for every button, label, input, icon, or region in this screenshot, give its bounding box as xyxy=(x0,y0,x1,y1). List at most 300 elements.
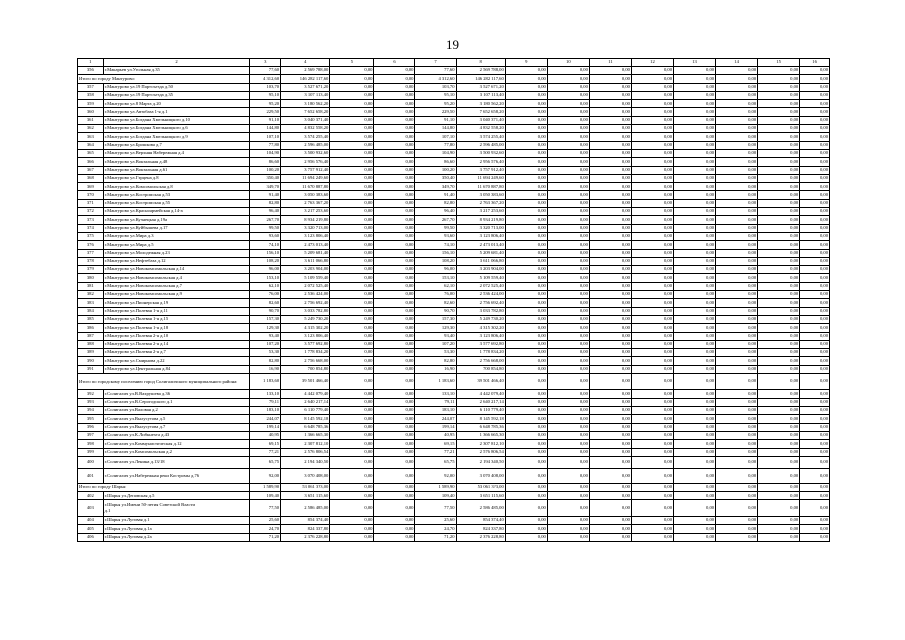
table-row xyxy=(78,241,830,249)
table-cell: 0,00 xyxy=(758,398,800,406)
table-cell: 0,00 xyxy=(674,468,716,483)
row-number: 374 xyxy=(78,224,104,232)
table-cell: 2 756 668,00 xyxy=(456,357,505,365)
row-address: г.Солигалич ул.Ленина д.13/18 xyxy=(103,456,250,468)
table-cell: 0,00 xyxy=(674,365,716,373)
table-cell: 0,00 xyxy=(716,116,758,124)
table-cell: 0,00 xyxy=(547,340,589,348)
table-cell: 0,00 xyxy=(547,516,589,524)
table-cell: 4 315 302,20 xyxy=(456,324,505,332)
row-address: г.Мантурово ул.Автобаза 1-я д.1 xyxy=(103,108,250,116)
table-cell: 2 473 013,40 xyxy=(456,241,505,249)
table-cell: 0,00 xyxy=(631,431,673,439)
table-cell: 0,00 xyxy=(716,340,758,348)
table-cell: 0,00 xyxy=(631,282,673,290)
table-cell: 93,60 xyxy=(415,232,456,240)
table-cell: 2 596 485,00 xyxy=(456,141,505,149)
table-cell: 0,00 xyxy=(547,149,589,157)
table-cell: 0,00 xyxy=(330,332,374,340)
table-row xyxy=(78,516,830,524)
row-address: г.Мантурово ул.Мира д.3 xyxy=(103,232,250,240)
table-cell: 0,00 xyxy=(631,398,673,406)
table-cell: 0,00 xyxy=(547,282,589,290)
table-cell: 2 756 692,40 xyxy=(456,299,505,307)
table-cell: 0,00 xyxy=(505,407,547,415)
table-cell: 82,80 xyxy=(415,199,456,207)
table-cell: 0,00 xyxy=(505,448,547,456)
table-cell: 103,70 xyxy=(250,83,281,91)
row-number: 360 xyxy=(78,108,104,116)
table-row xyxy=(78,199,830,207)
table-cell: 0,00 xyxy=(330,232,374,240)
table-cell: 0,00 xyxy=(631,307,673,315)
row-address: г.Макарьев ул.Угольная д.35 xyxy=(103,67,250,75)
table-cell: 0,00 xyxy=(674,492,716,500)
table-cell: 0,00 xyxy=(800,307,830,315)
table-cell: 0,00 xyxy=(758,241,800,249)
table-row xyxy=(78,468,830,483)
table-cell: 3 070 408,00 xyxy=(281,468,330,483)
table-cell: 0,00 xyxy=(800,282,830,290)
row-address: г.Мантурово ул.Костромская д.53 xyxy=(103,191,250,199)
table-cell: 3 611 066,80 xyxy=(281,257,330,265)
table-cell: 0,00 xyxy=(374,516,415,524)
table-cell: 0,00 xyxy=(800,431,830,439)
table-cell: 0,00 xyxy=(674,390,716,398)
table-cell: 0,00 xyxy=(374,91,415,99)
table-cell: 0,00 xyxy=(758,282,800,290)
table-cell: 0,00 xyxy=(330,91,374,99)
table-cell: 0,00 xyxy=(589,208,631,216)
row-number: 402 xyxy=(78,492,104,500)
table-cell: 0,00 xyxy=(330,75,374,83)
table-cell: 0,00 xyxy=(716,274,758,282)
table-cell: 0,00 xyxy=(631,249,673,257)
table-cell: 2 307 812,10 xyxy=(456,440,505,448)
table-cell: 0,00 xyxy=(547,83,589,91)
table-cell: 53,30 xyxy=(250,349,281,357)
row-address: г.Мантурово ул.Новокомсомольская д.9 xyxy=(103,291,250,299)
table-cell: 0,00 xyxy=(330,324,374,332)
table-cell: 0,00 xyxy=(547,299,589,307)
table-cell: 0,00 xyxy=(374,324,415,332)
table-cell: 108,20 xyxy=(415,257,456,265)
table-cell: 0,00 xyxy=(547,373,589,390)
row-address: г.Мантурово ул.Нефтебаза д.12 xyxy=(103,257,250,265)
table-cell: 62,10 xyxy=(250,282,281,290)
table-cell: 0,00 xyxy=(631,440,673,448)
table-cell: 0,00 xyxy=(674,307,716,315)
row-address: г.Мантурово ул.Пионерская д.19 xyxy=(103,299,250,307)
table-cell: 0,00 xyxy=(758,174,800,182)
row-number: 392 xyxy=(78,390,104,398)
table-cell: 0,00 xyxy=(800,525,830,533)
table-cell: 0,00 xyxy=(716,216,758,224)
table-cell: 0,00 xyxy=(589,257,631,265)
table-cell: 0,00 xyxy=(674,373,716,390)
row-number: 382 xyxy=(78,291,104,299)
table-cell: 0,00 xyxy=(589,174,631,182)
table-cell: 0,00 xyxy=(374,291,415,299)
table-cell: 0,00 xyxy=(631,100,673,108)
table-cell: 0,00 xyxy=(674,216,716,224)
table-row xyxy=(78,108,830,116)
row-number: 368 xyxy=(78,174,104,182)
table-cell: 0,00 xyxy=(374,174,415,182)
table-cell: 0,00 xyxy=(800,315,830,323)
table-cell: 0,00 xyxy=(631,332,673,340)
table-cell: 3 123 806,40 xyxy=(281,232,330,240)
table-cell: 0,00 xyxy=(547,249,589,257)
table-cell: 146 282 117,60 xyxy=(456,75,505,83)
table-cell: 824 337,80 xyxy=(281,525,330,533)
table-cell: 0,00 xyxy=(589,373,631,390)
table-cell: 0,00 xyxy=(674,174,716,182)
table-cell: 0,00 xyxy=(674,257,716,265)
table-cell: 0,00 xyxy=(374,216,415,224)
table-cell: 0,00 xyxy=(758,307,800,315)
table-cell: 0,00 xyxy=(374,133,415,141)
table-cell: 2 756 668,00 xyxy=(281,357,330,365)
table-cell: 2 640 217,14 xyxy=(456,398,505,406)
table-cell: 0,00 xyxy=(716,390,758,398)
table-cell: 69,15 xyxy=(250,440,281,448)
table-row xyxy=(78,282,830,290)
table-cell: 0,00 xyxy=(716,440,758,448)
table-row xyxy=(78,456,830,468)
table-cell: 0,00 xyxy=(330,299,374,307)
table-cell: 92,00 xyxy=(250,468,281,483)
table-cell: 0,00 xyxy=(674,516,716,524)
row-number: 384 xyxy=(78,307,104,315)
table-cell: 0,00 xyxy=(716,149,758,157)
table-cell: 0,00 xyxy=(716,199,758,207)
table-cell: 40,95 xyxy=(415,431,456,439)
table-cell: 0,00 xyxy=(716,75,758,83)
table-cell: 0,00 xyxy=(374,315,415,323)
table-cell: 229,50 xyxy=(250,108,281,116)
table-cell: 0,00 xyxy=(505,274,547,282)
table-cell: 0,00 xyxy=(716,468,758,483)
table-cell: 0,00 xyxy=(330,158,374,166)
table-cell: 0,00 xyxy=(631,274,673,282)
table-cell: 109,40 xyxy=(250,492,281,500)
row-number: 405 xyxy=(78,525,104,533)
table-cell: 0,00 xyxy=(631,456,673,468)
table-cell: 0,00 xyxy=(589,67,631,75)
table-cell: 0,00 xyxy=(589,324,631,332)
table-cell: 0,00 xyxy=(716,448,758,456)
table-cell: 0,00 xyxy=(716,398,758,406)
table-cell: 0,00 xyxy=(505,208,547,216)
table-cell: 0,00 xyxy=(589,315,631,323)
table-row xyxy=(78,100,830,108)
table-cell: 3 217 253,60 xyxy=(281,208,330,216)
row-number: 399 xyxy=(78,448,104,456)
table-cell: 0,00 xyxy=(674,282,716,290)
table-row xyxy=(78,357,830,365)
table-cell: 91,40 xyxy=(250,191,281,199)
table-cell: 0,00 xyxy=(674,224,716,232)
table-cell: 0,00 xyxy=(505,116,547,124)
table-cell: 0,00 xyxy=(374,108,415,116)
table-cell: 0,00 xyxy=(800,398,830,406)
table-cell: 76,00 xyxy=(250,291,281,299)
table-cell: 129,30 xyxy=(250,324,281,332)
table-cell: 0,00 xyxy=(330,340,374,348)
column-header: 3 xyxy=(250,59,281,67)
table-cell: 129,30 xyxy=(415,324,456,332)
table-cell: 0,00 xyxy=(505,266,547,274)
row-number: 404 xyxy=(78,516,104,524)
table-cell: 0,00 xyxy=(674,533,716,541)
row-address: г.Мантурово ул.Мира д.5 xyxy=(103,241,250,249)
table-cell: 0,00 xyxy=(589,91,631,99)
table-cell: 0,00 xyxy=(716,266,758,274)
table-cell: 3 527 671,20 xyxy=(456,83,505,91)
table-cell: 0,00 xyxy=(800,448,830,456)
table-cell: 0,00 xyxy=(800,232,830,240)
table-cell: 0,00 xyxy=(374,183,415,191)
table-cell: 95,10 xyxy=(250,91,281,99)
table-cell: 0,00 xyxy=(674,91,716,99)
table-cell: 0,00 xyxy=(374,492,415,500)
table-cell: 0,00 xyxy=(374,67,415,75)
table-cell: 0,00 xyxy=(674,241,716,249)
table-cell: 0,00 xyxy=(631,423,673,431)
table-cell: 4 312,60 xyxy=(250,75,281,83)
table-cell: 3 107 113,40 xyxy=(456,91,505,99)
table-cell: 0,00 xyxy=(589,191,631,199)
table-cell: 0,00 xyxy=(547,174,589,182)
table-cell: 0,00 xyxy=(800,373,830,390)
table-cell: 0,00 xyxy=(631,241,673,249)
table-cell: 0,00 xyxy=(716,492,758,500)
row-number: 400 xyxy=(78,456,104,468)
table-cell: 133,10 xyxy=(250,390,281,398)
table-cell: 156,10 xyxy=(415,249,456,257)
row-number: 394 xyxy=(78,407,104,415)
row-number: 388 xyxy=(78,340,104,348)
table-cell: 350,40 xyxy=(250,174,281,182)
table-cell: 0,00 xyxy=(758,440,800,448)
table-cell: 0,00 xyxy=(631,448,673,456)
table-cell: 8 934 219,80 xyxy=(281,216,330,224)
table-cell: 107,20 xyxy=(250,340,281,348)
table-cell: 0,00 xyxy=(505,525,547,533)
table-cell: 0,00 xyxy=(505,492,547,500)
table-cell: 0,00 xyxy=(330,199,374,207)
table-cell: 0,00 xyxy=(374,199,415,207)
table-cell: 53 061 3?3,00 xyxy=(281,483,330,491)
table-cell: 0,00 xyxy=(505,224,547,232)
row-number: 366 xyxy=(78,158,104,166)
table-cell: 0,00 xyxy=(758,340,800,348)
table-cell: 0,00 xyxy=(374,232,415,240)
table-cell: 0,00 xyxy=(716,373,758,390)
table-cell: 2 536 424,00 xyxy=(281,291,330,299)
table-cell: 77,80 xyxy=(250,141,281,149)
table-cell: 0,00 xyxy=(547,365,589,373)
table-cell: 0,00 xyxy=(374,431,415,439)
row-address: г.Солигалич ул.Коммунистическая д.12 xyxy=(103,440,250,448)
column-header: 13 xyxy=(674,59,716,67)
table-cell: 5 109 559,40 xyxy=(456,274,505,282)
table-cell: 0,00 xyxy=(547,257,589,265)
table-cell: 0,00 xyxy=(631,141,673,149)
table-cell: 8 934 219,80 xyxy=(456,216,505,224)
table-cell: 77,80 xyxy=(415,141,456,149)
table-cell: 0,00 xyxy=(631,525,673,533)
table-cell: 0,00 xyxy=(758,208,800,216)
table-row xyxy=(78,141,830,149)
table-cell: 0,00 xyxy=(547,141,589,149)
table-cell: 0,00 xyxy=(800,533,830,541)
table-cell: 74,10 xyxy=(250,241,281,249)
table-cell: 0,00 xyxy=(631,492,673,500)
table-cell: 3 611 066,80 xyxy=(456,257,505,265)
row-address: г.Мантурово ул.Новокомсомольская д.14 xyxy=(103,266,250,274)
table-cell: 0,00 xyxy=(505,67,547,75)
row-number: 387 xyxy=(78,332,104,340)
table-cell: 3 577 692,80 xyxy=(456,340,505,348)
table-cell: 267,70 xyxy=(250,216,281,224)
table-cell: 0,00 xyxy=(800,516,830,524)
table-cell: 0,00 xyxy=(716,241,758,249)
table-cell: 0,00 xyxy=(800,324,830,332)
row-address: г.Мантурово ул.Центральная д.84 xyxy=(103,365,250,373)
table-cell: 0,00 xyxy=(800,133,830,141)
table-cell: 2 596 485,00 xyxy=(281,141,330,149)
table-cell: 0,00 xyxy=(505,516,547,524)
table-cell: 0,00 xyxy=(374,440,415,448)
table-cell: 0,00 xyxy=(589,365,631,373)
table-cell: 0,00 xyxy=(800,340,830,348)
table-cell: 0,00 xyxy=(330,282,374,290)
table-cell: 0,00 xyxy=(674,199,716,207)
table-cell: 0,00 xyxy=(800,108,830,116)
table-cell: 0,00 xyxy=(330,456,374,468)
table-cell: 0,00 xyxy=(758,166,800,174)
table-cell: 0,00 xyxy=(330,116,374,124)
table-cell: 0,00 xyxy=(374,365,415,373)
table-row xyxy=(78,349,830,357)
table-row xyxy=(78,431,830,439)
table-cell: 65,75 xyxy=(250,456,281,468)
table-cell: 0,00 xyxy=(716,67,758,75)
address-line: г.Шарья ул.Имени 50-летия Советской Власти xyxy=(104,502,195,508)
table-cell: 0,00 xyxy=(330,365,374,373)
table-cell: 0,00 xyxy=(547,232,589,240)
table-cell: 0,00 xyxy=(716,125,758,133)
table-cell: 0,00 xyxy=(716,307,758,315)
table-cell: 0,00 xyxy=(374,448,415,456)
table-cell: 0,00 xyxy=(547,108,589,116)
row-address: г.Мантурово ул.Комсомольская д.8 xyxy=(103,183,250,191)
table-cell: 0,00 xyxy=(716,516,758,524)
table-cell: 0,00 xyxy=(330,390,374,398)
table-cell: 0,00 xyxy=(505,349,547,357)
table-cell: 1 589,90 xyxy=(415,483,456,491)
table-cell: 93,40 xyxy=(415,332,456,340)
table-cell: 0,00 xyxy=(800,208,830,216)
table-cell: 0,00 xyxy=(330,415,374,423)
table-cell: 0,00 xyxy=(330,525,374,533)
table-cell: 0,00 xyxy=(330,533,374,541)
table-cell: 107,10 xyxy=(415,133,456,141)
table-cell: 0,00 xyxy=(631,483,673,491)
table-cell: 0,00 xyxy=(330,307,374,315)
table-cell: 0,00 xyxy=(758,257,800,265)
table-cell: 0,00 xyxy=(330,440,374,448)
row-address: г.Мантурово ул.Молодежная д.23 xyxy=(103,249,250,257)
table-cell: 0,00 xyxy=(547,390,589,398)
table-cell: 0,00 xyxy=(374,398,415,406)
table-cell: 0,00 xyxy=(547,324,589,332)
table-cell: 2 956 576,40 xyxy=(456,158,505,166)
row-number: 386 xyxy=(78,324,104,332)
table-cell: 0,00 xyxy=(505,357,547,365)
table-cell: 157,30 xyxy=(250,315,281,323)
table-cell: 0,00 xyxy=(716,191,758,199)
table-cell: 1 366 665,30 xyxy=(456,431,505,439)
table-cell: 0,00 xyxy=(589,525,631,533)
table-cell: 0,00 xyxy=(631,500,673,517)
table-cell: 99,50 xyxy=(250,224,281,232)
table-cell: 3 757 912,40 xyxy=(456,166,505,174)
table-cell: 244,07 xyxy=(250,415,281,423)
total-label: Итого по городу Мантурово: xyxy=(78,75,250,83)
table-cell: 0,00 xyxy=(505,533,547,541)
table-cell: 96,00 xyxy=(415,266,456,274)
row-address: г.Мантурово ул.Гэрцена д.8 xyxy=(103,174,250,182)
table-cell: 0,00 xyxy=(631,91,673,99)
table-cell: 0,00 xyxy=(758,91,800,99)
table-cell: 0,00 xyxy=(589,340,631,348)
column-header: 12 xyxy=(631,59,673,67)
table-cell: 7 652 658,20 xyxy=(281,108,330,116)
table-cell: 0,00 xyxy=(505,158,547,166)
table-cell: 0,00 xyxy=(758,116,800,124)
table-cell: 0,00 xyxy=(547,183,589,191)
table-cell: 0,00 xyxy=(589,456,631,468)
table-cell: 0,00 xyxy=(330,166,374,174)
table-cell: 0,00 xyxy=(589,516,631,524)
table-cell: 0,00 xyxy=(758,75,800,83)
table-cell: 109,40 xyxy=(415,492,456,500)
table-cell: 2 569 788,00 xyxy=(281,67,330,75)
table-cell: 0,00 xyxy=(758,149,800,157)
row-address: г.Шарья ул.Луговая д.2а xyxy=(103,533,250,541)
table-cell: 0,00 xyxy=(758,516,800,524)
row-number: 401 xyxy=(78,468,104,483)
table-cell: 3 123 806,40 xyxy=(281,332,330,340)
table-cell: 0,00 xyxy=(589,492,631,500)
table-cell: 0,00 xyxy=(589,423,631,431)
table-cell: 0,00 xyxy=(505,291,547,299)
table-cell: 0,00 xyxy=(716,100,758,108)
table-cell: 71,20 xyxy=(250,533,281,541)
table-cell: 0,00 xyxy=(758,431,800,439)
column-header: 6 xyxy=(374,59,415,67)
table-cell: 0,00 xyxy=(589,83,631,91)
table-cell: 0,00 xyxy=(505,398,547,406)
table-cell: 0,00 xyxy=(374,468,415,483)
table-cell: 2 586 485,00 xyxy=(281,500,330,517)
table-cell: 0,00 xyxy=(589,448,631,456)
table-cell: 0,00 xyxy=(374,149,415,157)
row-number: 403 xyxy=(78,500,104,517)
